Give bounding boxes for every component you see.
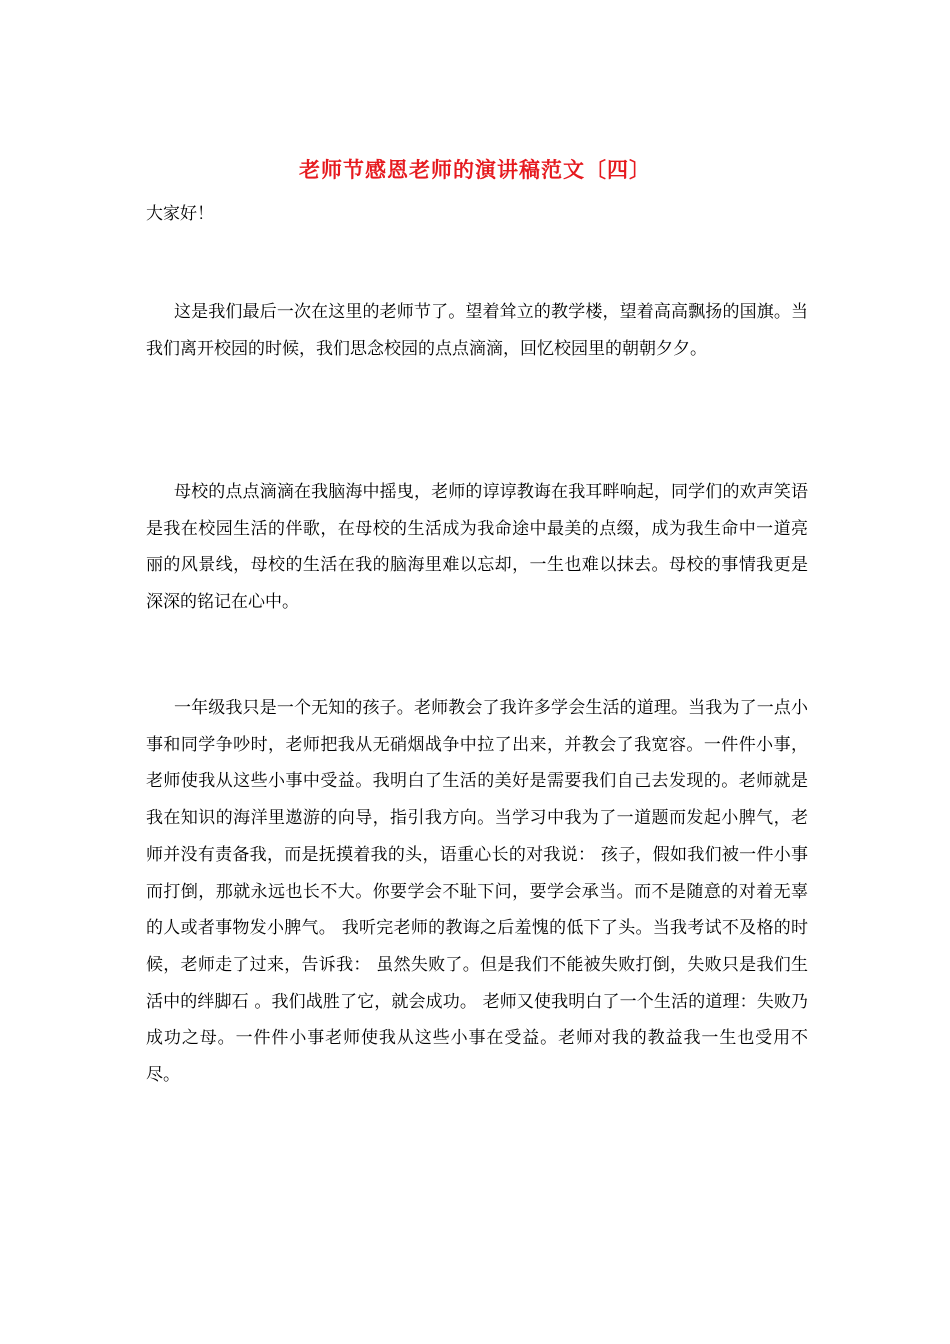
paragraph-1: 这是我们最后一次在这里的老师节了。望着耸立的教学楼，望着高高飘扬的国旗。当我们离开校园的时候，我们思念校园的点点滴滴，回忆校园里的朝朝夕夕。 xyxy=(146,302,808,359)
document-title: 老师节感恩老师的演讲稿范文〔四〕 xyxy=(299,157,651,182)
paragraph-2: 母校的点点滴滴在我脑海中摇曳，老师的谆谆教诲在我耳畔响起，同学们的欢声笑语是我在校园生活的伴歌，在母校的生活成为我命途中最美的点缀，成为我生命中一道亮丽的风景线，母校的生活在我的脑海里难以忘却，一生也难以抹去。母校的事情我更是深深的铭记在心中。 xyxy=(146,482,808,613)
greeting-text: 大家好！ xyxy=(146,204,214,224)
paragraph-3: 一年级我只是一个无知的孩子。老师教会了我许多学会生活的道理。当我为了一点小事和同学争吵时，老师把我从无硝烟战争中拉了出来，并教会了我宽容。一件件小事，老师使我从这些小事中受益。我明白了生活的美好是需要我们自己去发现的。老师就是我在知识的海洋里遨游的向导，指引我方向。当学习中我为了一道题而发起小脾气，老师并没有责备我，而是抚摸着我的头，语重心长的对我说： 孩子，假如我们被一件小事而打倒，那就永远也长不大。你要学会不耻下问，要学会承当。而不是随意的对着无辜的人或者事物发小脾气。 我听完老师的教诲之后羞愧的低下了头。当我考试不及格的时候，老师走了过来，告诉我： 虽然失败了。但是我们不能被失败打倒，失败只是我们生活中的绊脚石 。我们战胜了它，就会成功。 老师又使我明白了一个生活的道理：失败乃成功之母。一件件小事老师使我从这些小事在受益。老师对我的教益我一生也受用不尽。 xyxy=(146,698,808,1086)
